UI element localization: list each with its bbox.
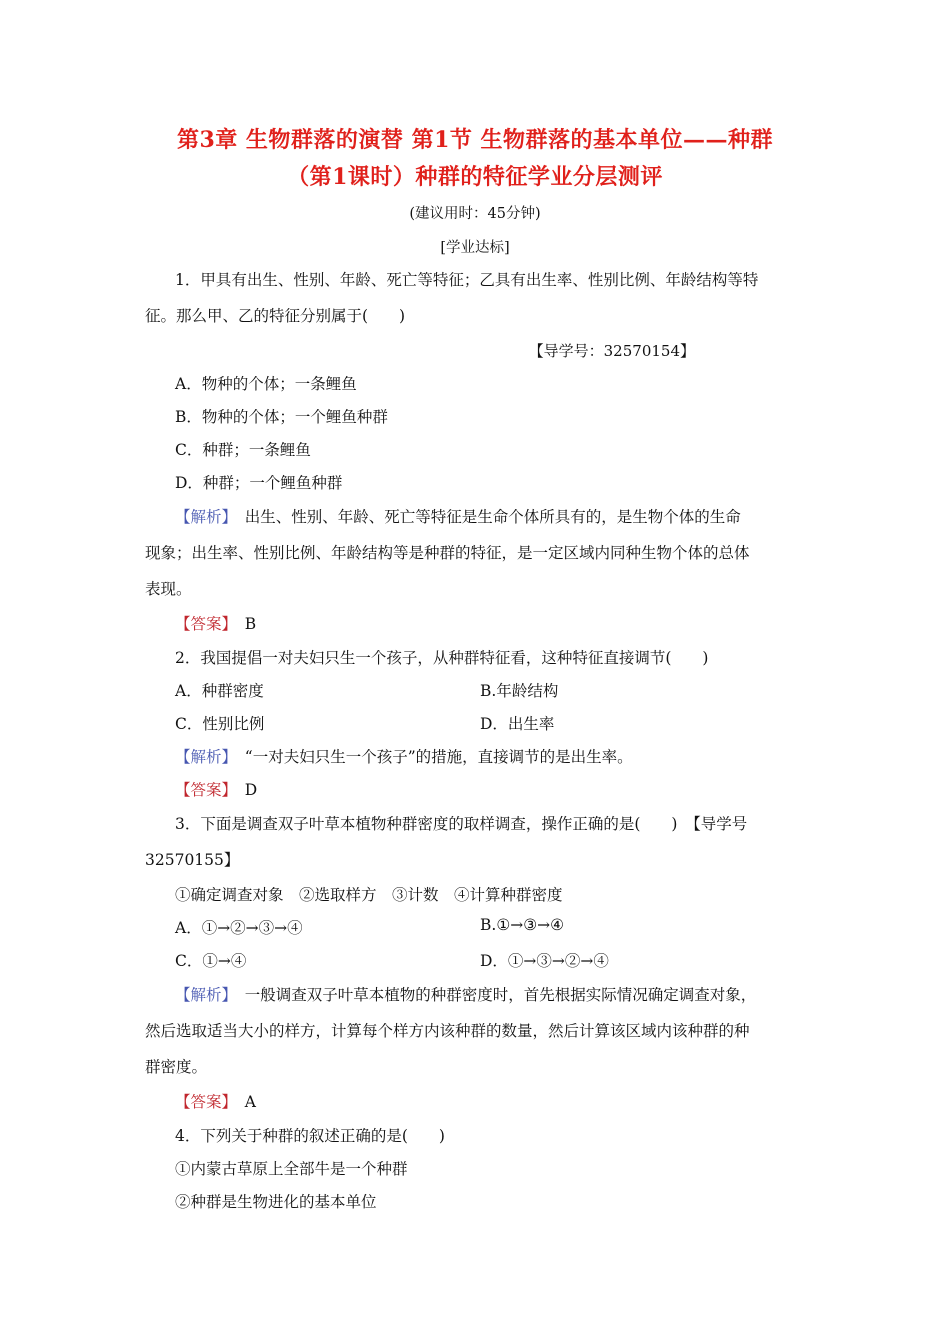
q4-item-2: ②种群是生物进化的基本单位: [175, 1193, 377, 1211]
q2-option-d: D．出生率: [480, 715, 555, 733]
q2-answer: 【答案】 D: [175, 781, 258, 799]
q3-analysis-2: 然后选取适当大小的样方，计算每个样方内该种群的数量，然后计算该区域内该种群的种: [145, 1022, 750, 1040]
q2-option-b: B.年龄结构: [480, 682, 559, 700]
q3-option-a: A．①→②→③→④: [175, 919, 303, 937]
analysis-tag: 【解析】: [175, 986, 230, 1004]
q1-option-d: D．种群；一个鲤鱼种群: [175, 474, 343, 492]
answer-tag: 【答案】: [175, 781, 230, 799]
q1-answer: 【答案】 B: [175, 615, 257, 633]
q1-analysis-1: 【解析】 出生、性别、年龄、死亡等特征是生命个体所具有的，是生物个体的生命: [175, 508, 741, 526]
title-line-2: （第1课时）种群的特征学业分层测评: [287, 164, 663, 190]
q1-option-b: B．物种的个体；一个鲤鱼种群: [175, 408, 388, 426]
q3-option-c: C．①→④: [175, 952, 247, 970]
q4-stem: 4．下列关于种群的叙述正确的是( ): [175, 1127, 445, 1145]
q1-analysis-3: 表现。: [145, 580, 192, 598]
q3-steps: ①确定调查对象 ②选取样方 ③计数 ④计算种群密度: [175, 886, 563, 904]
q4-item-1: ①内蒙古草原上全部牛是一个种群: [175, 1160, 408, 1178]
q3-analysis-3: 群密度。: [145, 1058, 208, 1076]
q3-stem-1: 3．下面是调查双子叶草本植物种群密度的取样调查，操作正确的是( ) 【导学号: [175, 815, 748, 833]
q2-stem: 2．我国提倡一对夫妇只生一个孩子，从种群特征看，这种特征直接调节( ): [175, 649, 709, 667]
answer-tag: 【答案】: [175, 1093, 230, 1111]
q3-option-d: D．①→③→②→④: [480, 952, 609, 970]
q1-analysis-2: 现象；出生率、性别比例、年龄结构等是种群的特征，是一定区域内同种生物个体的总体: [145, 544, 750, 562]
analysis-tag: 【解析】: [175, 748, 230, 766]
q1-stem-2: 征。那么甲、乙的特征分别属于( ): [145, 307, 406, 325]
q3-option-b: B.①→③→④: [480, 916, 564, 934]
title-line-1: 第3章 生物群落的演替 第1节 生物群落的基本单位——种群: [176, 127, 774, 153]
q1-guide-number: 【导学号：32570154】: [528, 342, 695, 360]
q2-option-c: C．性别比例: [175, 715, 265, 733]
q2-option-a: A．种群密度: [175, 682, 264, 700]
q3-answer: 【答案】 A: [175, 1093, 256, 1111]
time-note: (建议用时：45分钟): [409, 206, 541, 222]
answer-tag: 【答案】: [175, 615, 230, 633]
q1-option-a: A．物种的个体；一条鲤鱼: [175, 375, 357, 393]
q1-stem-1: 1．甲具有出生、性别、年龄、死亡等特征；乙具有出生率、性别比例、年龄结构等特: [175, 271, 759, 289]
analysis-tag: 【解析】: [175, 508, 230, 526]
q2-analysis: 【解析】 “一对夫妇只生一个孩子”的措施，直接调节的是出生率。: [175, 748, 633, 766]
section-heading: [学业达标]: [440, 240, 510, 256]
q3-stem-2: 32570155】: [145, 851, 240, 869]
q1-option-c: C．种群；一条鲤鱼: [175, 441, 311, 459]
q3-analysis-1: 【解析】 一般调查双子叶草本植物的种群密度时，首先根据实际情况确定调查对象，: [175, 986, 757, 1004]
